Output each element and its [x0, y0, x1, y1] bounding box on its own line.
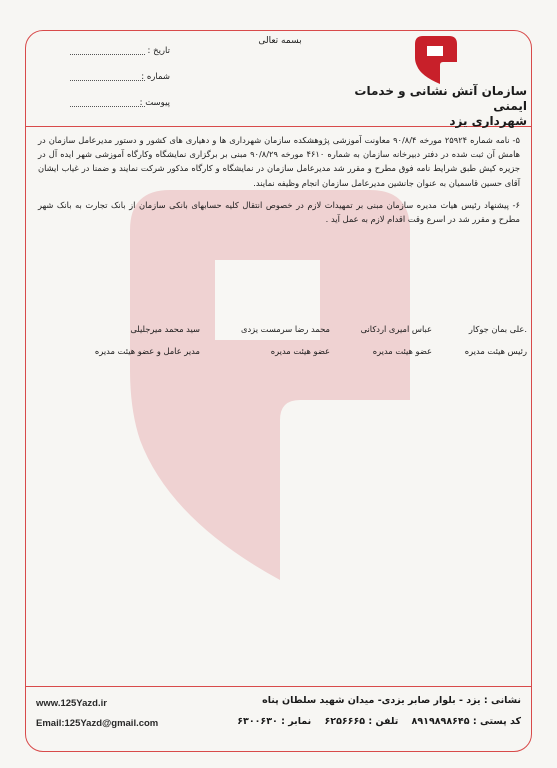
org-name-line1: سازمان آتش نشانی و خدمات ایمنی [354, 84, 527, 113]
org-name-line2: شهرداری یزد [449, 114, 527, 128]
contact-line [237, 716, 521, 727]
signatory-title: مدیر عامل و عضو هیئت مدیره [94, 346, 200, 356]
signatory-name: .علی بمان جوکار [468, 324, 527, 334]
attachment-label: پیوست : [139, 98, 170, 108]
footer-separator [25, 686, 532, 687]
item-5-paragraph: ۵- نامه شماره ۲۵۹۲۴ مورخه ۹۰/۸/۴ معاونت آموزشی پژوهشکده سازمان شهرداری ها و دهیاری های کشور و دستور مدیرعامل سازمان در هامش آن ثبت شده در دفتر دبیرخانه سازمان به شماره ۴۶۱۰ مورخه ۹۰/۸/۲۹ مبنی بر برگزاری نمایشگاه وکارگاه آموزشی شهر ایده آل در جزیره کیش طبق شرایط نامه فوق مطرح و مقرر شد مدیرعامل سازمان در نمایشگاه و کارگاه مذکور شرکت نمایند و ضمنا در غیاب ایشان آقای حسین قاسمیان به عنوان جانشین مدیرعامل سازمان انجام وظیفه نمایند. [38, 135, 521, 188]
signatory-1 [465, 318, 527, 362]
signatory-title: رئیس هیئت مدیره [464, 346, 527, 356]
signatory-4 [95, 318, 200, 362]
website-link[interactable]: www.125Yazd.ir [36, 698, 107, 709]
fire-department-logo-icon [413, 36, 457, 84]
postal-code: کد پستی : ۸۹۱۹۸۹۸۶۴۵ [411, 716, 521, 727]
bismillah-heading: بسمه تعالی [258, 36, 302, 46]
signatory-name: عباس امیری اردکانی [360, 324, 432, 334]
signatory-title: عضو هیئت مدیره [372, 346, 432, 356]
signatory-title: عضو هیئت مدیره [270, 346, 330, 356]
attachment-line [70, 106, 145, 107]
date-label: تاریخ : [147, 46, 170, 56]
signatory-3 [241, 318, 330, 362]
number-label: شماره : [141, 72, 170, 82]
organization-name [327, 84, 527, 129]
number-line [70, 80, 145, 81]
item-6-paragraph: ۶- پیشنهاد رئیس هیات مدیره سازمان مبنی بر تمهیدات لازم در خصوص انتقال کلیه حسابهای بانکی سازمان از بانک تجارت به بانک شهر مطرح و مقرر شد در اسرع وقت اقدام لازم به عمل آید . [38, 199, 520, 225]
date-line [70, 54, 145, 55]
minutes-body [38, 133, 520, 234]
address-text: نشانی : یزد - بلوار صابر یزدی- میدان شهید سلطان پناه [262, 695, 521, 706]
signatory-name: سید محمد میرجلیلی [130, 324, 200, 334]
signatory-2 [361, 318, 432, 362]
fax-number: نمابر : ۶۳۰۰۶۳۰ [237, 716, 312, 727]
email-link[interactable]: Email:125Yazd@gmail.com [36, 718, 159, 729]
signatory-name: محمد رضا سرمست یزدی [240, 324, 330, 334]
phone-number: تلفن : ۶۲۵۶۶۶۵ [324, 716, 399, 727]
